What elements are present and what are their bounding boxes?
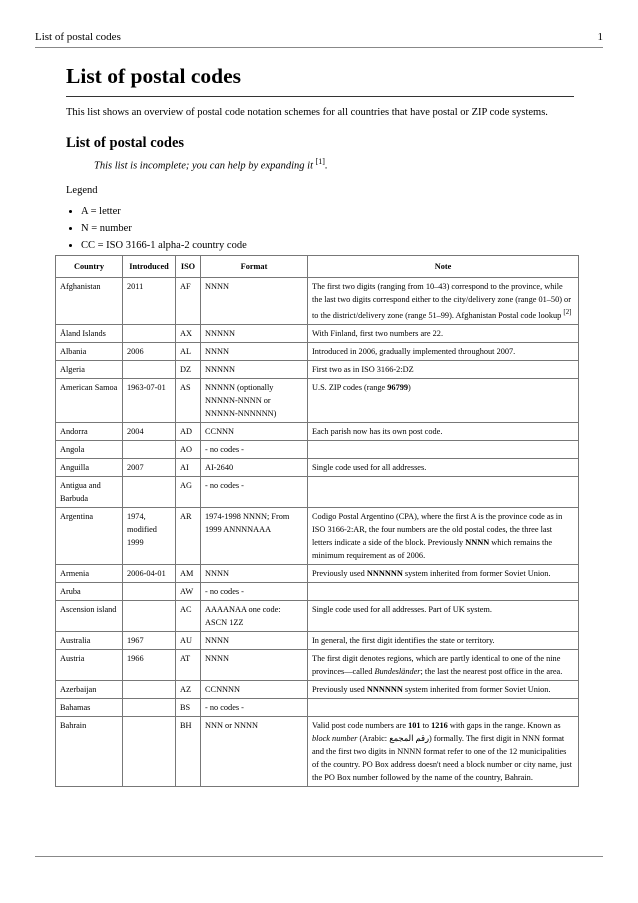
cell-format: NNNN <box>201 564 308 582</box>
cell-iso: AT <box>176 649 201 680</box>
page-content <box>66 62 574 254</box>
table-row <box>56 378 579 422</box>
cell-iso: BH <box>176 716 201 786</box>
note-bold: NNNN <box>465 537 490 547</box>
cell-note: Introduced in 2006, gradually implemented throughout 2007. <box>308 342 579 360</box>
cell-introduced: 2007 <box>123 458 176 476</box>
cell-introduced: 1967 <box>123 631 176 649</box>
cell-iso: AX <box>176 324 201 342</box>
header-iso: ISO <box>176 256 201 278</box>
note-italic: block number <box>312 733 358 743</box>
cell-format: NNNN <box>201 342 308 360</box>
note-text: The first two digits (ranging from 10–43) correspond to the province, while the last two digits correspond either to the city/delivery zone (range 01–50) or to the district/delivery zone (range 51–99). Afghanistan Postal code lookup <box>312 282 571 320</box>
footer-rule <box>35 856 603 857</box>
cell-introduced <box>123 600 176 631</box>
table-row <box>56 476 579 507</box>
cell-note <box>308 440 579 458</box>
table-row <box>56 698 579 716</box>
note-bold: NNNNNN <box>366 684 403 694</box>
cell-format: AAAANAA one code: ASCN 1ZZ <box>201 600 308 631</box>
cell-note <box>308 378 579 422</box>
cell-country: Bahrain <box>56 716 123 786</box>
cell-introduced <box>123 582 176 600</box>
page-number: 1 <box>597 31 603 43</box>
cell-format: NNNN <box>201 631 308 649</box>
cell-note <box>308 716 579 786</box>
cell-note <box>308 476 579 507</box>
cell-note: First two as in ISO 3166-2:DZ <box>308 360 579 378</box>
cell-introduced <box>123 680 176 698</box>
cell-introduced <box>123 324 176 342</box>
section-heading: List of postal codes <box>66 135 185 151</box>
cell-note <box>308 680 579 698</box>
note-italic: Bundesländer <box>374 666 421 676</box>
cell-country: Argentina <box>56 507 123 564</box>
cell-format: CCNNN <box>201 422 308 440</box>
cell-country: Bahamas <box>56 698 123 716</box>
cell-note: In general, the first digit identifies the state or territory. <box>308 631 579 649</box>
cell-introduced <box>123 360 176 378</box>
cell-introduced: 2011 <box>123 278 176 325</box>
cell-note: Single code used for all addresses. Part of UK system. <box>308 600 579 631</box>
note-text: ; the last the nearest post office in the area. <box>420 666 563 676</box>
cell-format: NNN or NNNN <box>201 716 308 786</box>
cell-note <box>308 698 579 716</box>
cell-country: Anguilla <box>56 458 123 476</box>
note-bold: 101 <box>408 720 421 730</box>
header-introduced: Introduced <box>123 256 176 278</box>
note-text: ) <box>408 382 411 392</box>
cell-iso: AS <box>176 378 201 422</box>
hatnote-end: . <box>324 160 328 172</box>
cell-introduced: 2006-04-01 <box>123 564 176 582</box>
table-row <box>56 631 579 649</box>
cell-iso: AZ <box>176 680 201 698</box>
table-row <box>56 278 579 325</box>
cell-iso: AI <box>176 458 201 476</box>
cell-iso: BS <box>176 698 201 716</box>
legend-list <box>66 203 574 254</box>
table-row <box>56 564 579 582</box>
cell-note <box>308 507 579 564</box>
header-note: Note <box>308 256 579 278</box>
note-text: which remains the minimum requirement as of 2006. <box>312 537 553 560</box>
table-row <box>56 342 579 360</box>
note-text: Codigo Postal Argentino (CPA), where the first A is the province code as in ISO 3166-2:AR, the four numbers are the old postal codes, the three last letters indicate a side of the block. Previously <box>312 511 563 547</box>
note-bold: 1216 <box>431 720 448 730</box>
cell-note: Each parish now has its own post code. <box>308 422 579 440</box>
cell-note <box>308 278 579 325</box>
running-header <box>35 31 603 47</box>
table-row <box>56 458 579 476</box>
note-text: system inherited from former Soviet Union. <box>402 568 551 578</box>
table-row <box>56 680 579 698</box>
cell-country: Andorra <box>56 422 123 440</box>
cell-country: Algeria <box>56 360 123 378</box>
note-arabic: رقم المجمع <box>389 733 429 743</box>
hatnote-text: This list is incomplete; you can help by expanding it <box>94 160 316 172</box>
note-text: U.S. ZIP codes (range <box>312 382 388 392</box>
cell-country: Azerbaijan <box>56 680 123 698</box>
legend-item: • N = number <box>81 220 574 237</box>
cell-introduced: 1966 <box>123 649 176 680</box>
postal-codes-table <box>55 255 579 787</box>
cell-introduced <box>123 476 176 507</box>
cell-country: Afghanistan <box>56 278 123 325</box>
cell-iso: AF <box>176 278 201 325</box>
cell-introduced <box>123 698 176 716</box>
cell-format: NNNNN (optionally NNNNN-NNNN or NNNNN-NNNNNN) <box>201 378 308 422</box>
cell-format: NNNNN <box>201 360 308 378</box>
cell-country: Angola <box>56 440 123 458</box>
legend-item: • CC = ISO 3166-1 alpha-2 country code <box>81 237 574 254</box>
cell-iso: AM <box>176 564 201 582</box>
cell-format: CCNNNN <box>201 680 308 698</box>
running-header-title: List of postal codes <box>35 31 121 43</box>
cell-note <box>308 582 579 600</box>
note-text: ) formally. The first digit in NNN format and the first two digits in NNNN format refer to one of the 12 municipalities of the country. PO Box address doesn't need a block number or city name, just the PO Box number followed by the name of the country, Bahrain. <box>312 733 572 782</box>
cell-iso: AU <box>176 631 201 649</box>
note-text: Valid post code numbers are <box>312 720 409 730</box>
cell-format: - no codes - <box>201 440 308 458</box>
cell-introduced <box>123 716 176 786</box>
cell-iso: AD <box>176 422 201 440</box>
header-rule <box>35 47 603 48</box>
note-bold: 96799 <box>387 382 409 392</box>
table-row <box>56 600 579 631</box>
note-text: with gaps in the range. Known as <box>447 720 561 730</box>
cell-introduced: 2006 <box>123 342 176 360</box>
cell-format: - no codes - <box>201 698 308 716</box>
cell-format: - no codes - <box>201 476 308 507</box>
page-title: List of postal codes <box>66 62 574 97</box>
cell-note: With Finland, first two numbers are 22. <box>308 324 579 342</box>
cell-country: Albania <box>56 342 123 360</box>
hatnote-ref-link[interactable]: [1] <box>315 157 325 166</box>
cell-iso: AO <box>176 440 201 458</box>
cell-note: Single code used for all addresses. <box>308 458 579 476</box>
table-row <box>56 507 579 564</box>
table-header-row <box>56 256 579 278</box>
cell-introduced: 1974, modified 1999 <box>123 507 176 564</box>
cell-country: Antigua and Barbuda <box>56 476 123 507</box>
table-row <box>56 440 579 458</box>
cell-iso: AC <box>176 600 201 631</box>
cell-country: Austria <box>56 649 123 680</box>
note-text: The first digit denotes regions, which are partly identical to one of the nine provinces—called <box>312 653 561 676</box>
table-row <box>56 324 579 342</box>
note-text: Previously used <box>312 684 367 694</box>
cell-format: - no codes - <box>201 582 308 600</box>
note-text: Previously used <box>312 568 367 578</box>
note-bold: NNNNNN <box>366 568 403 578</box>
note-text: (Arabic: <box>357 733 390 743</box>
cell-note <box>308 649 579 680</box>
cell-iso: AR <box>176 507 201 564</box>
table-row <box>56 582 579 600</box>
cell-format: AI-2640 <box>201 458 308 476</box>
cell-format: NNNNN <box>201 324 308 342</box>
header-country: Country <box>56 256 123 278</box>
cell-country: American Samoa <box>56 378 123 422</box>
note-text: system inherited from former Soviet Union. <box>402 684 551 694</box>
cell-country: Åland Islands <box>56 324 123 342</box>
cell-format: NNNN <box>201 649 308 680</box>
table-row <box>56 649 579 680</box>
intro-paragraph: This list shows an overview of postal code notation schemes for all countries that have postal or ZIP code systems. <box>66 107 548 118</box>
table-row <box>56 360 579 378</box>
cell-iso: AL <box>176 342 201 360</box>
cell-country: Aruba <box>56 582 123 600</box>
legend-title: Legend <box>66 184 98 196</box>
cell-country: Ascension island <box>56 600 123 631</box>
cell-iso: DZ <box>176 360 201 378</box>
incomplete-list-note <box>94 155 574 174</box>
note-text: to <box>420 720 432 730</box>
legend-item: • A = letter <box>81 203 574 220</box>
cell-introduced <box>123 440 176 458</box>
cell-introduced: 2004 <box>123 422 176 440</box>
cell-country: Australia <box>56 631 123 649</box>
cell-introduced: 1963-07-01 <box>123 378 176 422</box>
table-row <box>56 422 579 440</box>
header-format: Format <box>201 256 308 278</box>
cell-note <box>308 564 579 582</box>
cell-iso: AG <box>176 476 201 507</box>
cell-iso: AW <box>176 582 201 600</box>
note-ref-link[interactable]: [2] <box>563 309 572 316</box>
cell-format: 1974-1998 NNNN; From 1999 ANNNNAAA <box>201 507 308 564</box>
cell-country: Armenia <box>56 564 123 582</box>
table-row <box>56 716 579 786</box>
cell-format: NNNN <box>201 278 308 325</box>
